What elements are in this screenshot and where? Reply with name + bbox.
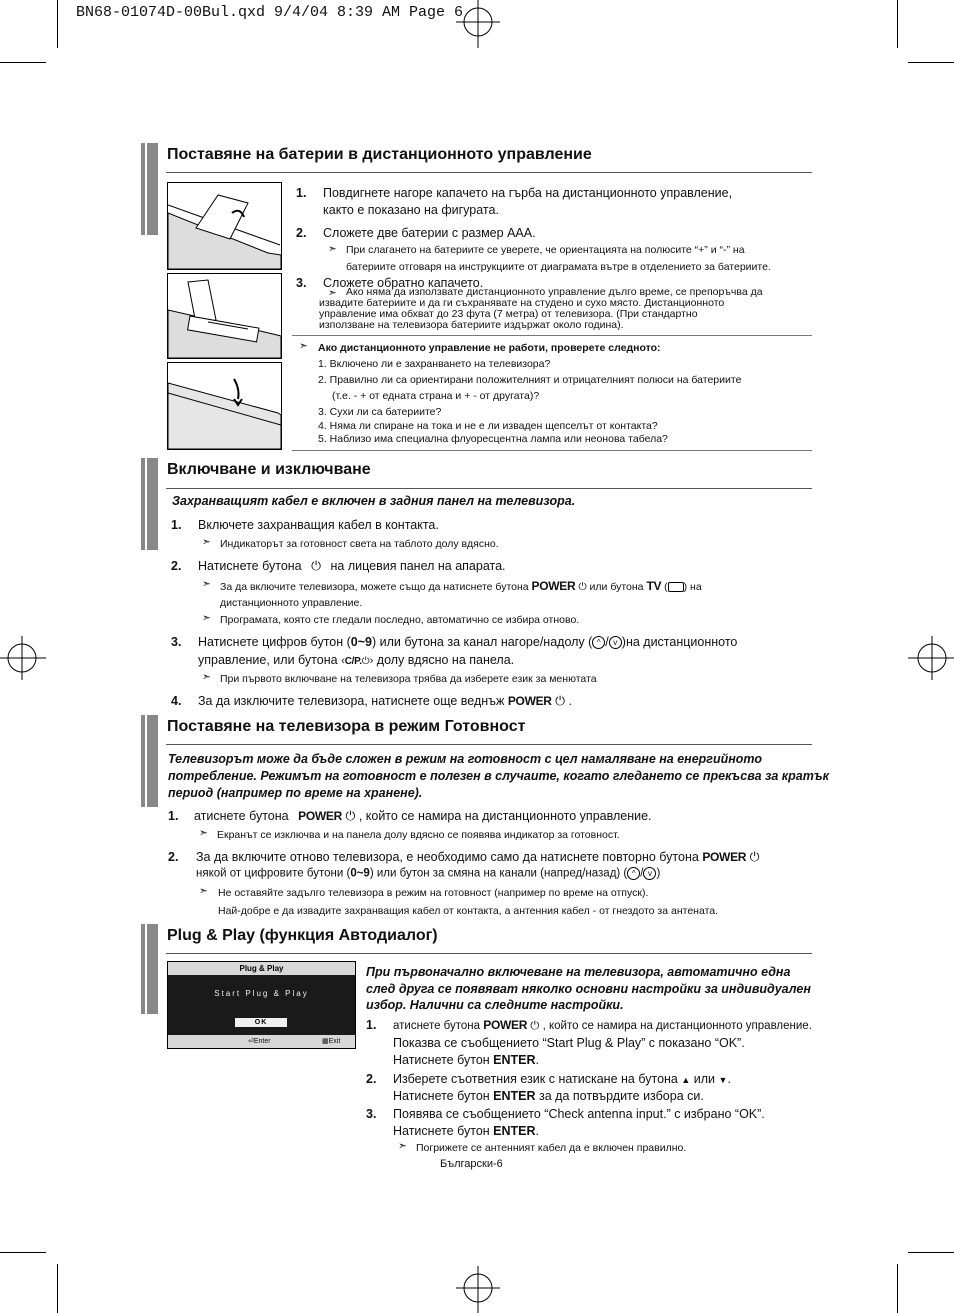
step-number: 2. <box>171 559 182 573</box>
troubleshoot-title: Ако дистанционното управление не работи, проверете следното: <box>318 342 661 354</box>
cp-button-label: C/P. <box>344 656 362 667</box>
step-text: Сложете две батерии с размер AAA. <box>323 226 536 240</box>
tv-button-label: TV <box>646 579 662 593</box>
note-text: Индикаторът за готовност света на таблото долу вдясно. <box>220 538 499 550</box>
step-text: Натиснете бутон ENTER. <box>393 1124 540 1138</box>
step-text: Натиснете бутона ⏻ на лицевия панел на апарата. <box>198 559 506 573</box>
section-intro: период (например по време на хранене). <box>168 786 423 800</box>
step-text: Появява се съобщението “Check antenna input.” с избрано “OK”. <box>393 1107 765 1121</box>
channel-up-icon: ^ <box>627 867 640 880</box>
note-arrow-icon: ➣ <box>202 671 211 683</box>
note-text: управление има обхват до 23 фута (7 метра) от телевизора. (При стандартно <box>319 308 698 320</box>
section-intro: след друга се появяват няколко основни настройки за индивидуален <box>366 982 811 996</box>
note-arrow-icon: ➣ <box>328 243 337 255</box>
note-arrow-icon: ➣ <box>202 578 211 590</box>
section-intro: Телевизорът може да бъде сложен в режим на готовност с цел намаляване на енергийното <box>168 752 763 766</box>
step-text: Включете захранващия кабел в контакта. <box>198 518 439 532</box>
step-text: някой от цифровите бутони (0~9) или бутон за смяна на канали (напред/назад) ( ^ / v ) <box>196 867 661 880</box>
section-rule <box>166 488 812 489</box>
channel-down-icon: v <box>643 867 656 880</box>
note-arrow-icon: ➣ <box>328 287 337 299</box>
note-text: Ако няма да използвате дистанционното управление дълго време, се препоръчва да <box>346 286 763 298</box>
section-rule <box>166 172 812 173</box>
power-icon: ⏻ <box>555 694 566 708</box>
power-icon: ⏻ <box>749 850 760 864</box>
channel-up-icon: ^ <box>592 636 605 649</box>
file-info-header: BN68-01074D-00Bul.qxd 9/4/04 8:39 AM Page 6 <box>76 4 464 21</box>
osd-footer <box>168 1035 355 1048</box>
step-number: 1. <box>366 1018 377 1032</box>
power-icon: ⏻ <box>578 581 587 593</box>
section-bar-standby <box>141 715 158 807</box>
troubleshoot-item: (т.е. - + от едната страна и + - от другата)? <box>332 390 540 402</box>
note-arrow-icon: ➣ <box>199 827 208 839</box>
step-text: Натиснете цифров бутон (0~9) или бутона за канал нагоре/надолу ( ^ / v )на дистанционното <box>198 635 738 649</box>
step-text: За да изключите телевизора, натиснете още веднъж POWER ⏻ . <box>198 694 573 708</box>
step-number: 3. <box>171 635 182 649</box>
section-intro: потребление. Режимът на готовност е полезен в случаите, когато гледането се прекъсва за кратък <box>168 769 830 783</box>
divider <box>292 450 812 451</box>
step-number: 2. <box>366 1072 377 1086</box>
divider <box>292 335 812 336</box>
power-icon: ⏻ <box>311 559 322 573</box>
step-text: Показва се съобщението “Start Plug & Play” с показано “OK”. <box>393 1036 745 1050</box>
note-text: Не оставяйте задълго телевизора в режим на готовност (например по време на отпуск). <box>218 887 649 899</box>
section-rule <box>166 953 812 954</box>
osd-ok-button[interactable]: OK <box>235 1018 287 1027</box>
remote-insert-batteries-figure <box>167 273 282 359</box>
power-icon: ⏻ <box>361 656 370 667</box>
power-button-label: POWER <box>298 809 342 823</box>
step-number: 1. <box>168 809 179 823</box>
step-text: Сложете обратно капачето. <box>323 276 484 290</box>
power-icon: ⏻ <box>345 809 356 823</box>
osd-exit-hint: ▦Exit <box>322 1038 341 1045</box>
note-text: използване на телевизора батериите издържат около година). <box>319 319 624 331</box>
tv-icon <box>668 582 684 592</box>
power-button-label: POWER <box>507 694 552 708</box>
channel-down-icon: v <box>609 636 622 649</box>
registration-mark-bottom <box>456 1266 500 1313</box>
remote-open-cover-figure <box>167 182 282 270</box>
troubleshoot-item: 3. Сухи ли са батериите? <box>318 406 442 418</box>
note-arrow-icon: ➣ <box>299 340 308 352</box>
note-text: Погрижете се антенният кабел да е включен правилно. <box>416 1142 687 1154</box>
step-text: Повдигнете нагоре капачето на гърба на дистанционното управление, <box>323 186 733 200</box>
osd-title: Plug & Play <box>168 962 355 975</box>
step-number: 3. <box>296 276 307 290</box>
note-text: извадите батериите и да ги съхранявате на студено и сухо място. Дистанционното <box>319 297 725 309</box>
enter-icon: ⏎ <box>248 1038 254 1045</box>
section-intro: При първоначално включеване на телевизора, автоматично една <box>366 965 791 979</box>
note-text: Най-добре е да извадите захранващия кабел от контакта, а антенния кабел - от гнездото за антената. <box>218 905 719 917</box>
step-text: Натиснете бутон ENTER. <box>393 1053 540 1067</box>
chevron-right-icon: › <box>369 655 374 667</box>
note-text: Програмата, която сте гледали последно, автоматично се избира отново. <box>220 614 580 626</box>
troubleshoot-item: 1. Включено ли е захранването на телевизора? <box>318 358 551 370</box>
step-number: 4. <box>171 694 182 708</box>
note-text: Екранът се изключва и на панела долу вдясно се появява индикатор за готовност. <box>217 829 620 841</box>
registration-mark-top <box>456 0 500 48</box>
step-text: атиснете бутона POWER ⏻ , който се намира на дистанционното управление. <box>194 809 652 823</box>
chevron-left-icon: ‹ <box>341 655 345 667</box>
arrow-down-icon: ▼ <box>718 1075 728 1085</box>
troubleshoot-item: 5. Наблизо има специална флуоресцентна лампа или неонова табела? <box>318 433 668 445</box>
troubleshoot-item: 4. Няма ли спиране на тока и не е ли изваден щепселът от контакта? <box>318 420 658 432</box>
step-text: Изберете съответния език с натискане на бутона ▲ или ▼. <box>393 1072 731 1086</box>
note-arrow-icon: ➣ <box>202 612 211 624</box>
section-title-plugplay: Plug & Play (функция Автодиалог) <box>167 927 438 944</box>
osd-message: Start Plug & Play <box>214 989 309 998</box>
registration-mark-left <box>0 636 46 680</box>
note-text: При първото включване на телевизора трябва да изберете език за менютата <box>220 673 597 685</box>
step-text: управление, или бутона ‹C/P.⏻› долу вдясно на панела. <box>198 653 515 667</box>
note-text: За да включите телевизора, можете също да натиснете бутона POWER ⏻ или бутона TV ( ) на <box>220 579 702 593</box>
section-title-standby: Поставяне на телевизора в режим Готовност <box>167 718 526 735</box>
section-bar-onoff <box>141 458 158 550</box>
power-button-label: POWER <box>483 1018 528 1032</box>
step-text: атиснете бутона POWER ⏻ , който се намира на дистанционното управление. <box>393 1018 812 1032</box>
step-number: 3. <box>366 1107 377 1121</box>
step-number: 1. <box>296 186 307 200</box>
note-text: При слагането на батериите се уверете, че ориентацията на полюсите “+” и “-” на <box>346 244 745 256</box>
power-icon: ⏻ <box>530 1020 540 1032</box>
section-title-onoff: Включване и изключване <box>167 461 371 478</box>
note-arrow-icon: ➣ <box>202 536 211 548</box>
menu-icon: ▦ <box>322 1038 329 1045</box>
section-bar-plugplay <box>141 924 158 1014</box>
step-text: За да включите отново телевизора, е необходимо само да натиснете повторно бутона POWER ⏻ <box>196 850 760 864</box>
registration-mark-right <box>908 636 954 680</box>
section-bar-batteries <box>141 143 158 235</box>
power-button-label: POWER <box>702 850 747 864</box>
step-number: 2. <box>168 850 179 864</box>
note-text: батериите отговаря на инструкциите от диаграмата вътре в отделението за батериите. <box>346 261 771 273</box>
note-arrow-icon: ➣ <box>398 1140 407 1152</box>
remote-close-cover-figure <box>167 362 282 450</box>
power-button-label: POWER <box>531 579 576 593</box>
step-text: Натиснете бутон ENTER за да потвърдите избора си. <box>393 1089 704 1103</box>
section-rule <box>166 744 812 745</box>
step-text: както е показано на фигурата. <box>323 203 499 217</box>
section-intro: избор. Налични са следните настройки. <box>366 998 624 1012</box>
section-intro: Захранващият кабел е включен в задния панел на телевизора. <box>172 494 576 508</box>
page-number: Български-6 <box>440 1158 503 1170</box>
plug-and-play-osd-screen <box>167 961 356 1049</box>
note-arrow-icon: ➣ <box>199 885 208 897</box>
section-title-batteries: Поставяне на батерии в дистанционното управление <box>167 146 592 163</box>
note-text: дистанционното управление. <box>220 597 363 609</box>
troubleshoot-item: 2. Правилно ли са ориентирани положителният и отрицателният полюси на батериите <box>318 374 742 386</box>
osd-enter-hint: ⏎Enter <box>248 1038 271 1045</box>
arrow-up-icon: ▲ <box>681 1075 691 1085</box>
step-number: 2. <box>296 226 307 240</box>
step-number: 1. <box>171 518 182 532</box>
